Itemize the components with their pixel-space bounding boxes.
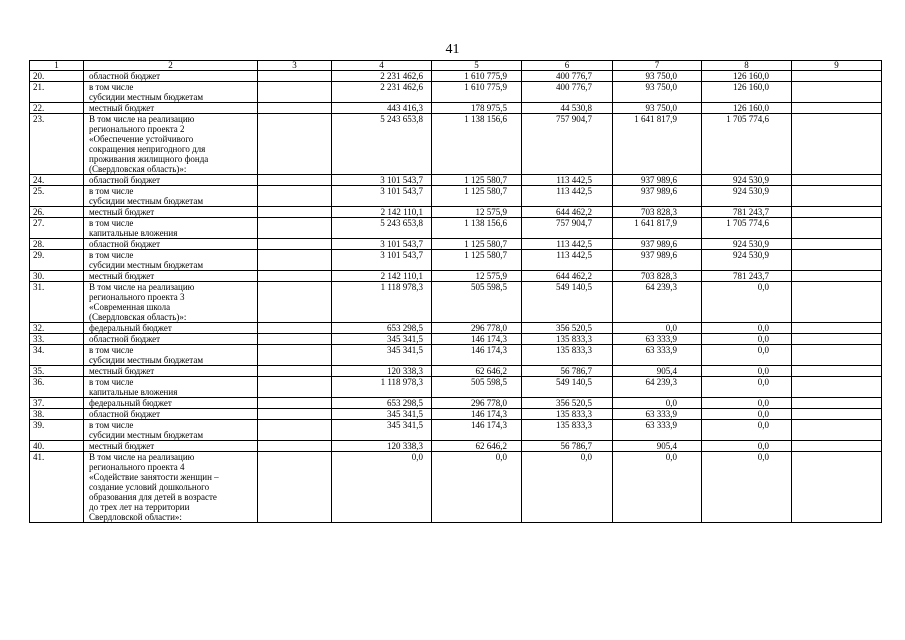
column-number: 4 <box>332 61 432 71</box>
table-row <box>30 409 882 420</box>
column-3-value <box>258 186 332 207</box>
column-6-value: 644 462,2 <box>522 271 613 282</box>
row-number: 23. <box>30 114 84 175</box>
column-8-value: 924 530,9 <box>702 186 792 207</box>
row-description <box>84 71 258 82</box>
column-9-value <box>792 420 882 441</box>
description-line: (Свердловская область)»: <box>89 164 187 174</box>
column-8-value: 0,0 <box>702 452 792 523</box>
column-7-value: 63 333,9 <box>613 345 702 366</box>
description-line: субсидии местным бюджетам <box>89 260 204 270</box>
column-number: 5 <box>432 61 522 71</box>
row-number: 30. <box>30 271 84 282</box>
column-8-value: 0,0 <box>702 334 792 345</box>
column-3-value <box>258 82 332 103</box>
row-number: 33. <box>30 334 84 345</box>
column-8-value: 0,0 <box>702 323 792 334</box>
column-8-value: 126 160,0 <box>702 103 792 114</box>
row-description <box>84 452 258 523</box>
column-8-value: 0,0 <box>702 420 792 441</box>
column-5-value: 146 174,3 <box>432 409 522 420</box>
table-row <box>30 103 882 114</box>
column-6-value: 113 442,5 <box>522 239 613 250</box>
column-5-value: 1 125 580,7 <box>432 239 522 250</box>
table-row <box>30 114 882 175</box>
column-7-value: 937 989,6 <box>613 186 702 207</box>
column-8-value: 781 243,7 <box>702 271 792 282</box>
column-5-value: 505 598,5 <box>432 282 522 323</box>
column-4-value: 5 243 653,8 <box>332 218 432 239</box>
description-line: до трех лет на территории <box>89 502 190 512</box>
column-9-value <box>792 218 882 239</box>
column-8-value: 1 705 774,6 <box>702 218 792 239</box>
description-line: В том числе на реализацию <box>89 114 195 124</box>
row-description <box>84 420 258 441</box>
column-number: 3 <box>258 61 332 71</box>
table-row <box>30 398 882 409</box>
description-line: сокращения непригодного для <box>89 144 206 154</box>
row-description <box>84 345 258 366</box>
description-line: «Современная школа <box>89 302 171 312</box>
row-description <box>84 103 258 114</box>
row-description <box>84 114 258 175</box>
description-line: в том числе <box>89 82 134 92</box>
row-description <box>84 441 258 452</box>
column-3-value <box>258 334 332 345</box>
table-row <box>30 323 882 334</box>
column-7-value: 64 239,3 <box>613 377 702 398</box>
description-line: В том числе на реализацию <box>89 452 195 462</box>
description-line: федеральный бюджет <box>89 323 172 333</box>
column-6-value: 44 530,8 <box>522 103 613 114</box>
column-6-value: 549 140,5 <box>522 377 613 398</box>
description-line: (Свердловская область)»: <box>89 312 187 322</box>
row-description <box>84 323 258 334</box>
row-number: 20. <box>30 71 84 82</box>
description-line: регионального проекта 3 <box>89 292 185 302</box>
description-line: «Обеспечение устойчивого <box>89 134 194 144</box>
column-5-value: 1 125 580,7 <box>432 175 522 186</box>
table-row <box>30 282 882 323</box>
row-number: 24. <box>30 175 84 186</box>
description-line: капитальные вложения <box>89 387 178 397</box>
column-7-value: 937 989,6 <box>613 239 702 250</box>
column-7-value: 93 750,0 <box>613 71 702 82</box>
column-8-value: 0,0 <box>702 441 792 452</box>
column-5-value: 12 575,9 <box>432 207 522 218</box>
description-line: В том числе на реализацию <box>89 282 195 292</box>
table-row <box>30 71 882 82</box>
row-number: 39. <box>30 420 84 441</box>
description-line: местный бюджет <box>89 271 155 281</box>
table-row <box>30 334 882 345</box>
row-description <box>84 409 258 420</box>
description-line: капитальные вложения <box>89 228 178 238</box>
column-number: 1 <box>30 61 84 71</box>
row-number: 34. <box>30 345 84 366</box>
column-6-value: 135 833,3 <box>522 420 613 441</box>
column-4-value: 345 341,5 <box>332 334 432 345</box>
column-5-value: 296 778,0 <box>432 323 522 334</box>
column-3-value <box>258 282 332 323</box>
column-7-value: 1 641 817,9 <box>613 218 702 239</box>
column-9-value <box>792 186 882 207</box>
row-description <box>84 207 258 218</box>
description-line: областной бюджет <box>89 334 161 344</box>
column-7-value: 703 828,3 <box>613 271 702 282</box>
description-line: «Содействие занятости женщин – <box>89 472 219 482</box>
row-number: 37. <box>30 398 84 409</box>
column-9-value <box>792 271 882 282</box>
column-6-value: 400 776,7 <box>522 82 613 103</box>
row-number: 41. <box>30 452 84 523</box>
table-row <box>30 366 882 377</box>
column-7-value: 703 828,3 <box>613 207 702 218</box>
column-number-row <box>30 61 882 71</box>
column-4-value: 2 142 110,1 <box>332 271 432 282</box>
description-line: в том числе <box>89 250 134 260</box>
column-5-value: 146 174,3 <box>432 334 522 345</box>
column-9-value <box>792 239 882 250</box>
column-6-value: 356 520,5 <box>522 398 613 409</box>
column-9-value <box>792 175 882 186</box>
column-6-value: 56 786,7 <box>522 441 613 452</box>
column-4-value: 345 341,5 <box>332 345 432 366</box>
column-6-value: 400 776,7 <box>522 71 613 82</box>
column-9-value <box>792 103 882 114</box>
description-line: в том числе <box>89 377 134 387</box>
column-5-value: 12 575,9 <box>432 271 522 282</box>
column-4-value: 345 341,5 <box>332 420 432 441</box>
column-7-value: 93 750,0 <box>613 103 702 114</box>
row-description <box>84 366 258 377</box>
description-line: областной бюджет <box>89 409 161 419</box>
description-line: проживания жилищного фонда <box>89 154 209 164</box>
column-3-value <box>258 409 332 420</box>
column-3-value <box>258 271 332 282</box>
table-row <box>30 420 882 441</box>
column-5-value: 1 125 580,7 <box>432 186 522 207</box>
table-row <box>30 345 882 366</box>
row-number: 26. <box>30 207 84 218</box>
column-7-value: 1 641 817,9 <box>613 114 702 175</box>
column-4-value: 5 243 653,8 <box>332 114 432 175</box>
column-8-value: 924 530,9 <box>702 250 792 271</box>
column-9-value <box>792 441 882 452</box>
column-9-value <box>792 334 882 345</box>
description-line: в том числе <box>89 345 134 355</box>
column-3-value <box>258 71 332 82</box>
column-9-value <box>792 398 882 409</box>
column-8-value: 0,0 <box>702 345 792 366</box>
column-5-value: 1 138 156,6 <box>432 218 522 239</box>
row-number: 40. <box>30 441 84 452</box>
column-4-value: 3 101 543,7 <box>332 239 432 250</box>
column-4-value: 1 118 978,3 <box>332 377 432 398</box>
row-number: 31. <box>30 282 84 323</box>
row-number: 27. <box>30 218 84 239</box>
column-7-value: 93 750,0 <box>613 82 702 103</box>
column-4-value: 2 231 462,6 <box>332 82 432 103</box>
column-3-value <box>258 452 332 523</box>
column-8-value: 0,0 <box>702 282 792 323</box>
row-description <box>84 398 258 409</box>
row-description <box>84 377 258 398</box>
column-3-value <box>258 441 332 452</box>
row-description <box>84 271 258 282</box>
column-7-value: 0,0 <box>613 398 702 409</box>
row-description <box>84 334 258 345</box>
column-9-value <box>792 452 882 523</box>
column-9-value <box>792 282 882 323</box>
table-row <box>30 441 882 452</box>
column-3-value <box>258 345 332 366</box>
column-3-value <box>258 114 332 175</box>
column-7-value: 64 239,3 <box>613 282 702 323</box>
column-7-value: 905,4 <box>613 441 702 452</box>
row-description <box>84 239 258 250</box>
column-5-value: 1 610 775,9 <box>432 71 522 82</box>
row-number: 28. <box>30 239 84 250</box>
column-9-value <box>792 345 882 366</box>
row-number: 38. <box>30 409 84 420</box>
description-line: создание условий дошкольного <box>89 482 210 492</box>
column-4-value: 120 338,3 <box>332 366 432 377</box>
column-9-value <box>792 114 882 175</box>
description-line: местный бюджет <box>89 103 155 113</box>
row-number: 21. <box>30 82 84 103</box>
table-row <box>30 186 882 207</box>
row-number: 36. <box>30 377 84 398</box>
column-6-value: 113 442,5 <box>522 250 613 271</box>
description-line: субсидии местным бюджетам <box>89 92 204 102</box>
column-5-value: 0,0 <box>432 452 522 523</box>
column-9-value <box>792 82 882 103</box>
column-8-value: 0,0 <box>702 366 792 377</box>
column-7-value: 0,0 <box>613 452 702 523</box>
description-line: местный бюджет <box>89 441 155 451</box>
column-6-value: 757 904,7 <box>522 218 613 239</box>
column-4-value: 3 101 543,7 <box>332 186 432 207</box>
column-4-value: 1 118 978,3 <box>332 282 432 323</box>
column-5-value: 62 646,2 <box>432 366 522 377</box>
column-9-value <box>792 250 882 271</box>
column-7-value: 905,4 <box>613 366 702 377</box>
column-6-value: 549 140,5 <box>522 282 613 323</box>
column-8-value: 0,0 <box>702 398 792 409</box>
column-9-value <box>792 71 882 82</box>
column-8-value: 781 243,7 <box>702 207 792 218</box>
column-3-value <box>258 103 332 114</box>
column-number: 7 <box>613 61 702 71</box>
column-6-value: 113 442,5 <box>522 175 613 186</box>
column-4-value: 345 341,5 <box>332 409 432 420</box>
column-8-value: 126 160,0 <box>702 82 792 103</box>
column-9-value <box>792 323 882 334</box>
table-row <box>30 175 882 186</box>
table-row <box>30 250 882 271</box>
column-6-value: 757 904,7 <box>522 114 613 175</box>
column-6-value: 56 786,7 <box>522 366 613 377</box>
column-number: 8 <box>702 61 792 71</box>
row-description <box>84 250 258 271</box>
column-number: 2 <box>84 61 258 71</box>
column-6-value: 135 833,3 <box>522 345 613 366</box>
row-number: 25. <box>30 186 84 207</box>
column-4-value: 0,0 <box>332 452 432 523</box>
column-5-value: 146 174,3 <box>432 345 522 366</box>
row-description <box>84 82 258 103</box>
table-row <box>30 82 882 103</box>
column-7-value: 63 333,9 <box>613 420 702 441</box>
column-4-value: 3 101 543,7 <box>332 175 432 186</box>
page-number: 41 <box>445 42 460 57</box>
description-line: в том числе <box>89 218 134 228</box>
column-4-value: 653 298,5 <box>332 398 432 409</box>
column-3-value <box>258 239 332 250</box>
column-7-value: 63 333,9 <box>613 409 702 420</box>
table-row <box>30 377 882 398</box>
column-5-value: 1 138 156,6 <box>432 114 522 175</box>
row-number: 29. <box>30 250 84 271</box>
column-number: 9 <box>792 61 882 71</box>
description-line: образования для детей в возрасте <box>89 492 217 502</box>
column-8-value: 1 705 774,6 <box>702 114 792 175</box>
description-line: федеральный бюджет <box>89 398 172 408</box>
description-line: областной бюджет <box>89 175 161 185</box>
table-row <box>30 207 882 218</box>
column-3-value <box>258 207 332 218</box>
column-6-value: 135 833,3 <box>522 409 613 420</box>
row-number: 22. <box>30 103 84 114</box>
description-line: регионального проекта 4 <box>89 462 185 472</box>
column-8-value: 924 530,9 <box>702 239 792 250</box>
column-3-value <box>258 377 332 398</box>
column-5-value: 505 598,5 <box>432 377 522 398</box>
description-line: регионального проекта 2 <box>89 124 185 134</box>
column-4-value: 120 338,3 <box>332 441 432 452</box>
table-row <box>30 271 882 282</box>
description-line: в том числе <box>89 186 134 196</box>
table-row <box>30 452 882 523</box>
budget-table <box>29 60 882 523</box>
row-description <box>84 186 258 207</box>
column-6-value: 0,0 <box>522 452 613 523</box>
table-body <box>30 61 882 523</box>
column-4-value: 443 416,3 <box>332 103 432 114</box>
column-9-value <box>792 377 882 398</box>
description-line: в том числе <box>89 420 134 430</box>
row-description <box>84 282 258 323</box>
description-line: Свердловской области»: <box>89 512 182 522</box>
column-5-value: 1 125 580,7 <box>432 250 522 271</box>
column-9-value <box>792 366 882 377</box>
column-4-value: 653 298,5 <box>332 323 432 334</box>
column-3-value <box>258 366 332 377</box>
column-7-value: 937 989,6 <box>613 175 702 186</box>
column-7-value: 63 333,9 <box>613 334 702 345</box>
column-6-value: 644 462,2 <box>522 207 613 218</box>
description-line: областной бюджет <box>89 71 161 81</box>
column-9-value <box>792 409 882 420</box>
column-8-value: 924 530,9 <box>702 175 792 186</box>
column-6-value: 113 442,5 <box>522 186 613 207</box>
description-line: местный бюджет <box>89 207 155 217</box>
table-row <box>30 218 882 239</box>
column-6-value: 356 520,5 <box>522 323 613 334</box>
column-5-value: 62 646,2 <box>432 441 522 452</box>
description-line: субсидии местным бюджетам <box>89 430 204 440</box>
row-number: 35. <box>30 366 84 377</box>
column-5-value: 296 778,0 <box>432 398 522 409</box>
column-8-value: 126 160,0 <box>702 71 792 82</box>
table-row <box>30 239 882 250</box>
column-7-value: 0,0 <box>613 323 702 334</box>
column-number: 6 <box>522 61 613 71</box>
description-line: областной бюджет <box>89 239 161 249</box>
column-4-value: 3 101 543,7 <box>332 250 432 271</box>
column-3-value <box>258 420 332 441</box>
column-5-value: 178 975,5 <box>432 103 522 114</box>
description-line: субсидии местным бюджетам <box>89 196 204 206</box>
row-number: 32. <box>30 323 84 334</box>
column-3-value <box>258 175 332 186</box>
row-description <box>84 175 258 186</box>
column-8-value: 0,0 <box>702 377 792 398</box>
column-3-value <box>258 218 332 239</box>
column-3-value <box>258 398 332 409</box>
column-3-value <box>258 250 332 271</box>
column-9-value <box>792 207 882 218</box>
column-4-value: 2 142 110,1 <box>332 207 432 218</box>
column-5-value: 1 610 775,9 <box>432 82 522 103</box>
column-8-value: 0,0 <box>702 409 792 420</box>
description-line: местный бюджет <box>89 366 155 376</box>
row-description <box>84 218 258 239</box>
column-7-value: 937 989,6 <box>613 250 702 271</box>
column-5-value: 146 174,3 <box>432 420 522 441</box>
description-line: субсидии местным бюджетам <box>89 355 204 365</box>
column-6-value: 135 833,3 <box>522 334 613 345</box>
column-4-value: 2 231 462,6 <box>332 71 432 82</box>
column-3-value <box>258 323 332 334</box>
